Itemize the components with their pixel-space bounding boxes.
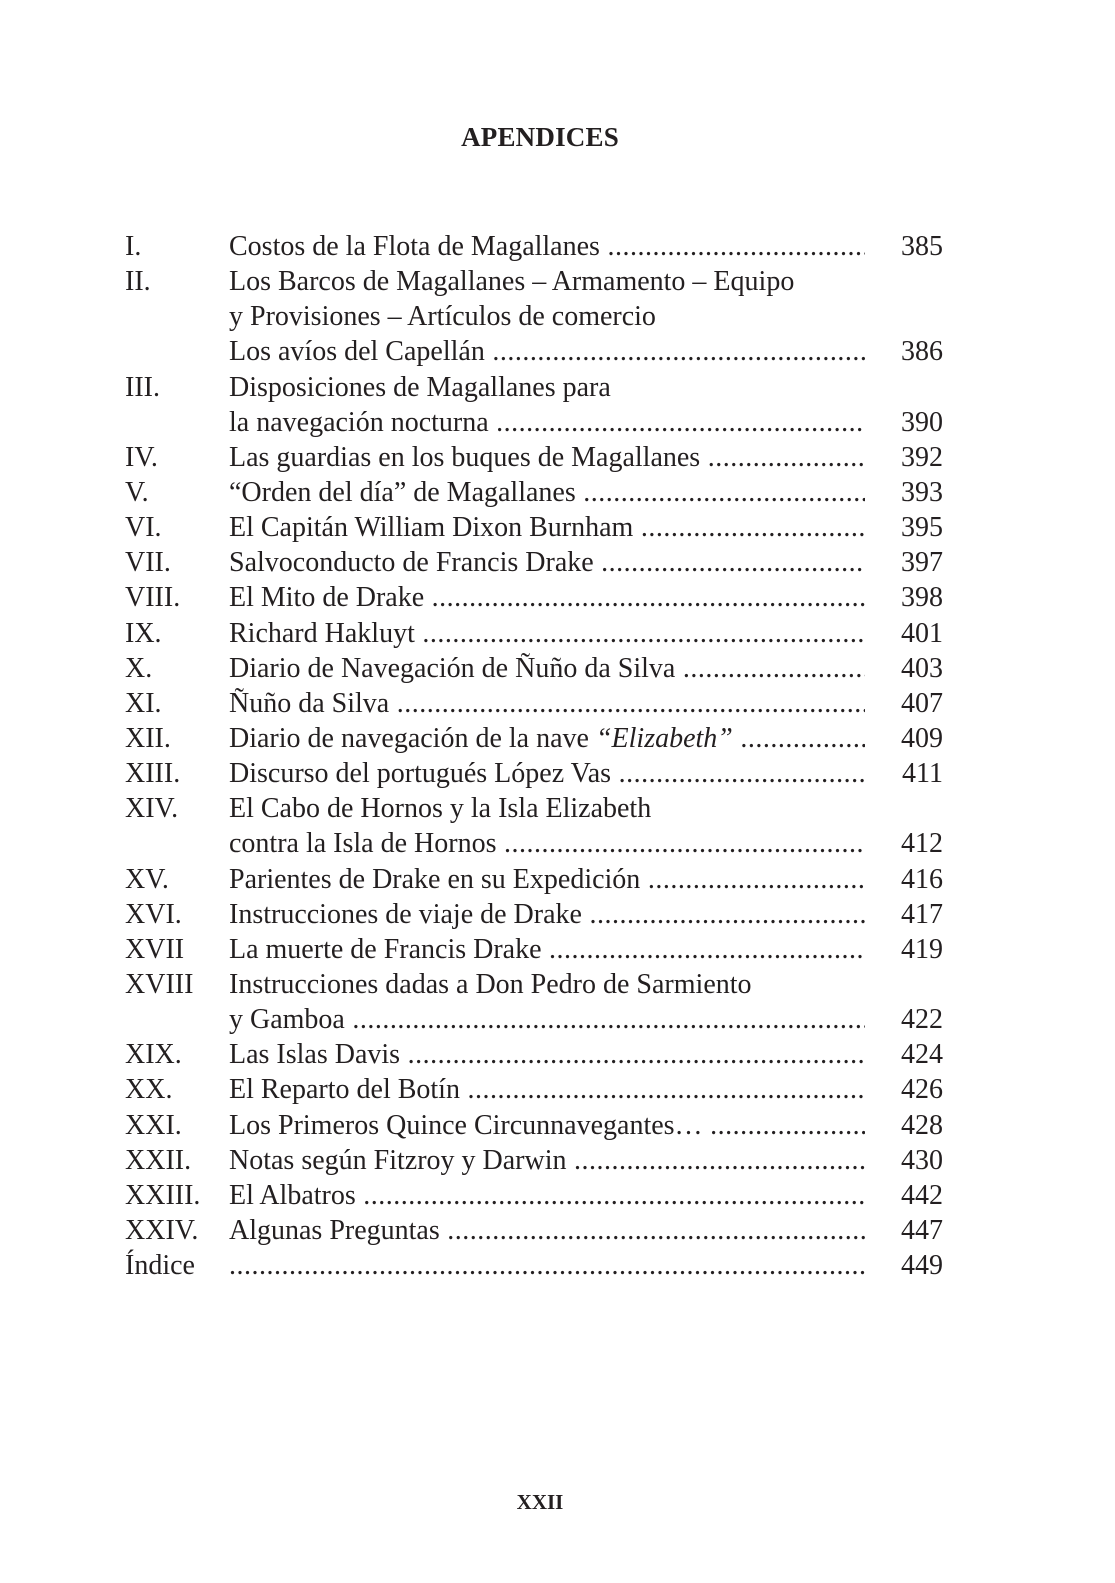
toc-numeral: X. (125, 652, 153, 684)
toc-entry (125, 1213, 955, 1248)
toc-title-line (229, 756, 865, 791)
toc-entry (125, 264, 955, 369)
toc-numeral: XXII. (125, 1144, 192, 1176)
toc-page-number: 397 (901, 547, 943, 579)
toc-page-number: 393 (901, 476, 943, 508)
toc-page-number: 412 (901, 828, 943, 860)
toc-title-text: contra la Isla de Hornos (229, 828, 497, 860)
toc-line (125, 545, 955, 580)
toc-line (125, 1213, 955, 1248)
toc-line (125, 932, 955, 967)
toc-title-line (229, 264, 865, 299)
toc-title-line (229, 405, 865, 440)
toc-title-line (229, 1178, 865, 1213)
toc-line (125, 440, 955, 475)
toc-title-text: la navegación nocturna (229, 406, 489, 438)
toc-numeral: XXIII. (125, 1179, 201, 1211)
toc-numeral: V. (125, 476, 149, 508)
toc-title-text: La muerte de Francis Drake (229, 933, 542, 965)
toc-page-number: 449 (901, 1250, 943, 1282)
toc-numeral: IX. (125, 617, 162, 649)
toc-page-number: 398 (901, 582, 943, 614)
toc-line (125, 1037, 955, 1072)
toc-numeral: IV. (125, 441, 158, 473)
toc-page-number: 407 (901, 687, 943, 719)
toc-title-text: Costos de la Flota de Magallanes (229, 231, 600, 262)
toc-numeral: XII. (125, 722, 171, 754)
toc-title-text: Los Primeros Quince Circunnavegantes… (229, 1109, 703, 1141)
toc-numeral: XVI. (125, 898, 182, 930)
toc-entry (125, 686, 955, 721)
toc-entry (125, 1072, 955, 1107)
toc-title-line (229, 440, 865, 475)
toc-entry (125, 1108, 955, 1143)
toc-title-line (229, 721, 865, 756)
toc-entry (125, 510, 955, 545)
toc-numeral: XVIII (125, 968, 194, 1000)
toc-title-line (229, 651, 865, 686)
toc-page-number: 422 (901, 1004, 943, 1036)
toc-title-italic: “Elizabeth” (595, 722, 733, 754)
toc-numeral: II. (125, 266, 151, 298)
toc-entry (125, 1178, 955, 1213)
toc-title-text: Algunas Preguntas (229, 1214, 440, 1246)
toc-title-line (229, 1037, 865, 1072)
toc-page-number: 442 (901, 1179, 943, 1211)
toc-line (125, 862, 955, 897)
toc-title-line (229, 1248, 865, 1283)
toc-numeral: Índice (125, 1250, 195, 1282)
toc-title-text: y Gamboa (229, 1004, 345, 1036)
toc-entry (125, 616, 955, 651)
toc-title-line (229, 580, 865, 615)
toc-page-number: 385 (901, 231, 943, 262)
toc-numeral: XIV. (125, 793, 179, 825)
toc-title-line (229, 826, 865, 861)
toc-page-number: 411 (902, 758, 943, 790)
toc-title-line (229, 1143, 865, 1178)
toc-line (125, 580, 955, 615)
toc-line (125, 686, 955, 721)
toc-entry (125, 440, 955, 475)
toc-title-text: Notas según Fitzroy y Darwin (229, 1144, 567, 1176)
toc-page-number: 447 (901, 1214, 943, 1246)
toc-line (125, 264, 955, 299)
toc-numeral: VIII. (125, 582, 181, 614)
toc-numeral: XIX. (125, 1039, 182, 1071)
toc-line (125, 967, 955, 1002)
toc-page-number: 395 (901, 512, 943, 544)
toc-title-line (229, 932, 865, 967)
toc-line (125, 229, 955, 264)
toc-line (125, 1178, 955, 1213)
toc-line (125, 1072, 955, 1107)
toc-title-line (229, 1108, 865, 1143)
toc-line (125, 475, 955, 510)
toc-entry (125, 862, 955, 897)
toc-title-text: Ñuño da Silva (229, 687, 390, 719)
toc-page-number: 424 (901, 1039, 943, 1071)
toc-page-number: 403 (901, 652, 943, 684)
toc-line (125, 721, 955, 756)
toc-entry (125, 791, 955, 861)
toc-line (125, 1002, 955, 1037)
toc-page-number: 409 (901, 722, 943, 754)
toc-page-number: 401 (901, 617, 943, 649)
toc-entry (125, 1143, 955, 1178)
toc-title-text: El Mito de Drake (229, 582, 425, 614)
toc-entry (125, 1248, 955, 1283)
toc-title-text: “Orden del día” de Magallanes (229, 476, 576, 508)
toc-title-line (229, 1213, 865, 1248)
toc-line (125, 651, 955, 686)
toc-entry (125, 475, 955, 510)
toc-title-text: Los avíos del Capellán (229, 336, 485, 368)
toc-line (125, 334, 955, 369)
toc-numeral: VI. (125, 512, 162, 544)
toc-title-line (229, 370, 865, 405)
toc-line (125, 1143, 955, 1178)
toc-title-text: Las guardias en los buques de Magallanes (229, 441, 701, 473)
toc-title-text: Diario de Navegación de Ñuño da Silva (229, 652, 676, 684)
page-number-footer: XXII (516, 1490, 564, 1514)
toc-title-line (229, 862, 865, 897)
toc-entry (125, 1037, 955, 1072)
toc-numeral: XXIV. (125, 1214, 199, 1246)
toc-title-line (229, 475, 865, 510)
toc-line (125, 897, 955, 932)
toc-entry (125, 967, 955, 1037)
toc-entry (125, 545, 955, 580)
toc-title-line (229, 510, 865, 545)
toc-page-number: 419 (901, 933, 943, 965)
toc-page-number: 430 (901, 1144, 943, 1176)
toc-page-number: 386 (901, 336, 943, 368)
toc-title-text: El Cabo de Hornos y la Isla Elizabeth (229, 793, 652, 825)
toc-numeral: XIII. (125, 758, 181, 790)
toc-page-number: 392 (901, 441, 943, 473)
toc-line (125, 756, 955, 791)
toc-title-text: Salvoconducto de Francis Drake (229, 547, 594, 579)
toc-title-line (229, 897, 865, 932)
toc-title-line (229, 299, 865, 334)
toc-line (125, 826, 955, 861)
toc-title-text: Parientes de Drake en su Expedición (229, 863, 641, 895)
toc-title-text: El Reparto del Botín (229, 1074, 460, 1106)
toc-page-number: 416 (901, 863, 943, 895)
toc-page-number: 390 (901, 406, 943, 438)
toc-title-line (229, 334, 865, 369)
toc-line (125, 370, 955, 405)
toc-line (125, 299, 955, 334)
toc-entry (125, 370, 955, 440)
toc-title-text: Las Islas Davis (229, 1039, 401, 1071)
toc-numeral: III. (125, 371, 160, 403)
toc-entry (125, 932, 955, 967)
toc-line (125, 616, 955, 651)
toc-title-text: El Capitán William Dixon Burnham (229, 512, 634, 544)
toc-title-text: Disposiciones de Magallanes para (229, 371, 611, 403)
toc-line (125, 1108, 955, 1143)
toc-page-number: 428 (901, 1109, 943, 1141)
toc-title-text: Richard Hakluyt (229, 617, 415, 649)
toc-title-text: Instrucciones dadas a Don Pedro de Sarmiento (229, 968, 752, 1000)
toc-entry (125, 897, 955, 932)
toc-entry (125, 229, 955, 264)
toc-numeral: XV. (125, 863, 169, 895)
toc-title-line (229, 229, 865, 264)
toc-title-line (229, 1072, 865, 1107)
toc-title-text: Instrucciones de viaje de Drake (229, 898, 582, 930)
toc-title-line (229, 1002, 865, 1037)
toc-title-text: Discurso del portugués López Vas (229, 758, 612, 790)
toc-title-line (229, 545, 865, 580)
toc-entry (125, 651, 955, 686)
toc-entry (125, 756, 955, 791)
toc-line (125, 405, 955, 440)
toc-line (125, 510, 955, 545)
toc-title-text: El Albatros (229, 1179, 356, 1211)
toc-numeral: XI. (125, 687, 162, 719)
toc-title-line (229, 967, 865, 1002)
toc-title-text: Los Barcos de Magallanes – Armamento – Equipo (229, 266, 795, 298)
table-of-contents (125, 229, 955, 1283)
toc-page-number: 417 (901, 898, 943, 930)
toc-line (125, 791, 955, 826)
toc-title-line (229, 791, 865, 826)
toc-numeral: I. (125, 231, 142, 262)
toc-entry (125, 721, 955, 756)
toc-numeral: XX. (125, 1074, 173, 1106)
toc-numeral: VII. (125, 547, 171, 579)
toc-title-line (229, 616, 865, 651)
toc-title-text: y Provisiones – Artículos de comercio (229, 301, 656, 333)
toc-numeral: XVII (125, 933, 185, 965)
toc-entry (125, 580, 955, 615)
toc-numeral: XXI. (125, 1109, 182, 1141)
page-title: APENDICES (461, 122, 619, 152)
toc-line (125, 1248, 955, 1283)
toc-page-number: 426 (901, 1074, 943, 1106)
toc-title-text: Diario de navegación de la nave (229, 722, 589, 754)
toc-title-line (229, 686, 865, 721)
